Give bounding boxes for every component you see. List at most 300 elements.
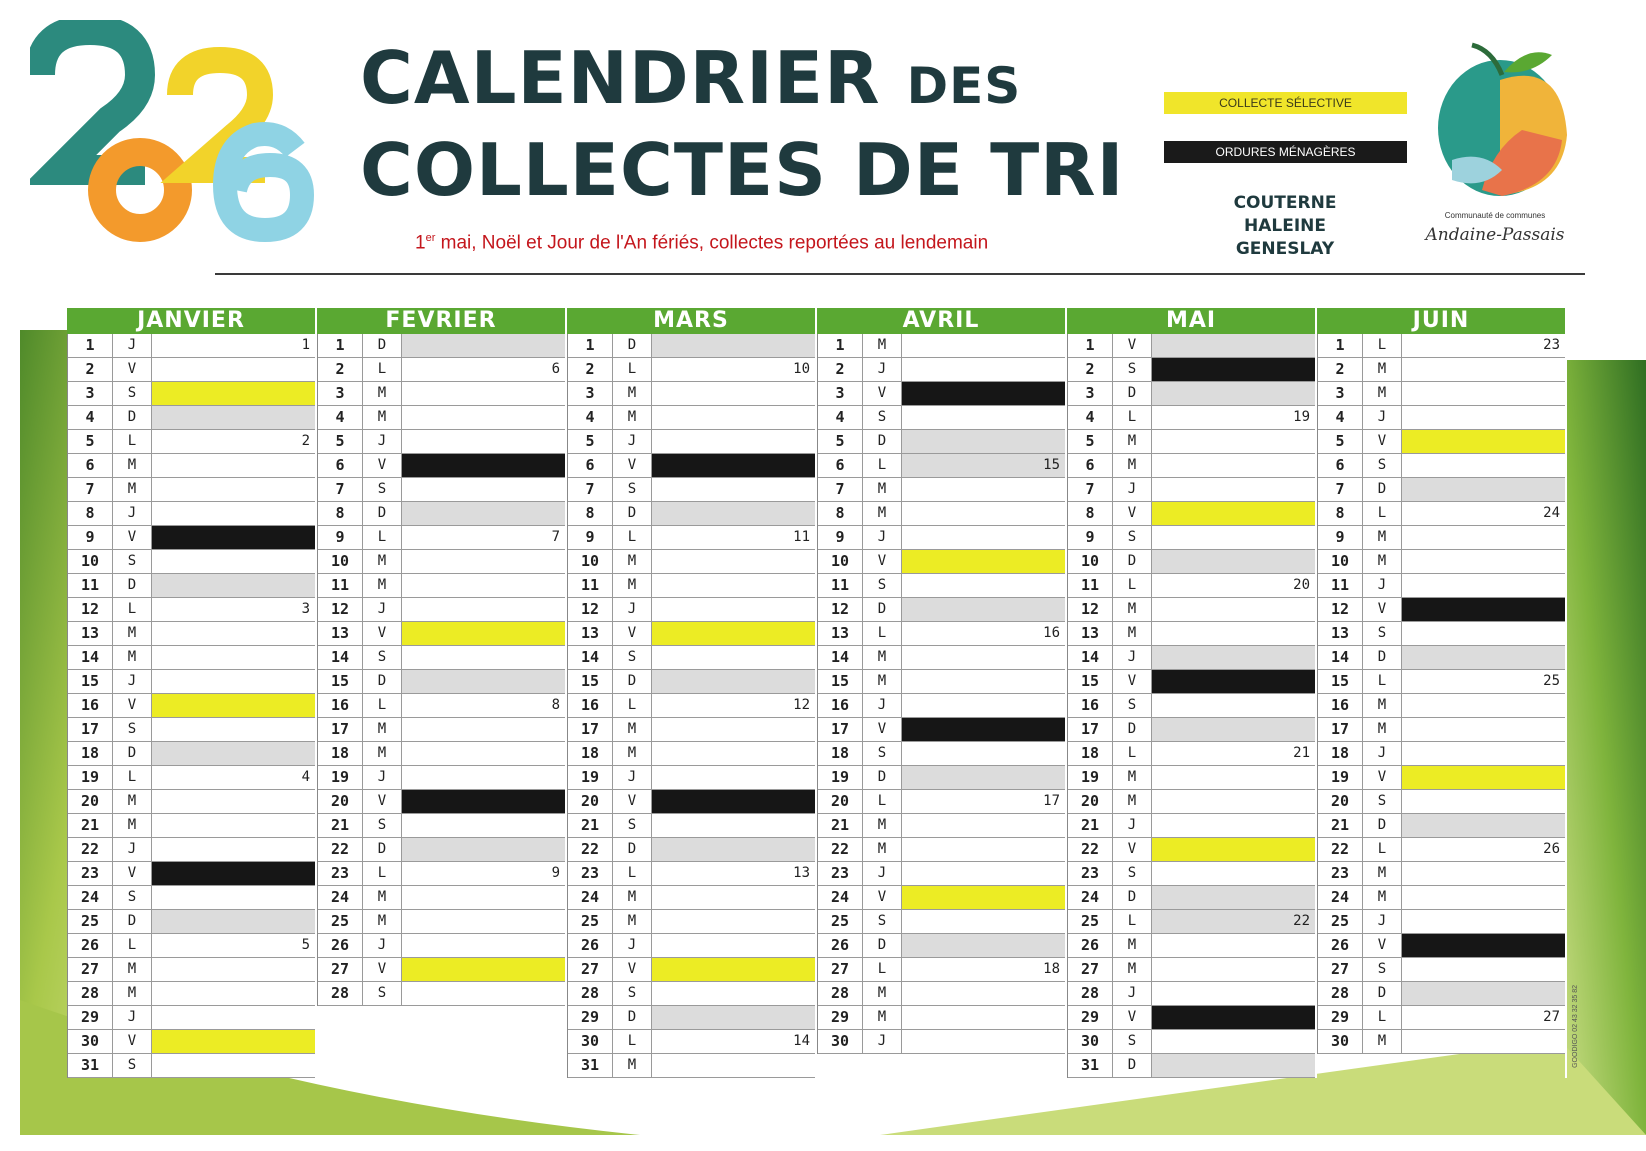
month-header: JANVIER [67, 308, 315, 334]
day-cell [152, 886, 315, 909]
selective-collection-cell [1402, 766, 1565, 789]
weekday-letter: M [1363, 358, 1402, 381]
day-cell [652, 430, 815, 453]
day-number: 22 [568, 838, 613, 861]
day-row [1068, 982, 1315, 1006]
weekday-letter: M [863, 982, 902, 1005]
day-row [818, 982, 1065, 1006]
day-cell [652, 1054, 815, 1077]
weekday-letter: V [613, 454, 652, 477]
week-number: 13 [793, 865, 810, 881]
weekday-letter: S [1363, 790, 1402, 813]
weekday-letter: M [613, 886, 652, 909]
weekday-letter: S [613, 478, 652, 501]
weekday-letter: M [613, 742, 652, 765]
day-cell [902, 574, 1065, 597]
day-row [1318, 862, 1565, 886]
title-word-calendrier: CALENDRIER [360, 36, 881, 120]
day-number: 20 [318, 790, 363, 813]
weekend-cell [402, 334, 565, 357]
day-row [318, 550, 565, 574]
day-cell [402, 766, 565, 789]
day-number: 5 [318, 430, 363, 453]
weekday-letter: S [1113, 1030, 1152, 1053]
day-number: 30 [1068, 1030, 1113, 1053]
day-row [68, 958, 315, 982]
day-row [1318, 694, 1565, 718]
day-row [318, 742, 565, 766]
weekday-letter: J [1113, 478, 1152, 501]
day-cell [152, 478, 315, 501]
week-number: 3 [301, 601, 310, 617]
day-number: 16 [568, 694, 613, 717]
weekday-letter: J [863, 358, 902, 381]
day-row [68, 550, 315, 574]
calendar-grid [67, 308, 1567, 1078]
day-row [318, 886, 565, 910]
week-number: 16 [1043, 625, 1060, 641]
day-number: 2 [568, 358, 613, 381]
day-row [68, 670, 315, 694]
day-number: 29 [1318, 1006, 1363, 1029]
day-number: 8 [568, 502, 613, 525]
day-cell [1402, 1006, 1565, 1029]
day-cell [152, 358, 315, 381]
day-number: 9 [568, 526, 613, 549]
day-row [1318, 334, 1565, 358]
weekday-letter: L [613, 526, 652, 549]
weekday-letter: J [113, 1006, 152, 1029]
day-number: 14 [1068, 646, 1113, 669]
day-row [68, 622, 315, 646]
selective-collection-cell [1152, 502, 1315, 525]
day-number: 22 [318, 838, 363, 861]
day-number: 3 [68, 382, 113, 405]
day-row [318, 766, 565, 790]
day-number: 12 [1318, 598, 1363, 621]
weekday-letter: L [1113, 574, 1152, 597]
day-number: 13 [568, 622, 613, 645]
day-row [68, 838, 315, 862]
day-cell [652, 694, 815, 717]
day-number: 3 [568, 382, 613, 405]
day-number: 24 [568, 886, 613, 909]
day-cell [1152, 934, 1315, 957]
weekday-letter: M [613, 382, 652, 405]
day-row [318, 982, 565, 1006]
day-number: 7 [318, 478, 363, 501]
week-number: 7 [551, 529, 560, 545]
day-row [568, 502, 815, 526]
day-row [1068, 934, 1315, 958]
day-number: 26 [568, 934, 613, 957]
day-row [1068, 382, 1315, 406]
weekday-letter: M [863, 670, 902, 693]
weekday-letter: V [863, 718, 902, 741]
day-row [1318, 598, 1565, 622]
weekday-letter: D [1113, 382, 1152, 405]
weekday-letter: L [613, 862, 652, 885]
day-row [818, 886, 1065, 910]
day-row [1068, 622, 1315, 646]
weekday-letter: S [863, 910, 902, 933]
day-cell [402, 406, 565, 429]
weekday-letter: M [613, 1054, 652, 1077]
day-number: 6 [318, 454, 363, 477]
month-column [67, 308, 317, 1078]
week-number: 27 [1543, 1009, 1560, 1025]
day-number: 19 [1318, 766, 1363, 789]
title-word-des: DES [906, 57, 1022, 115]
weekday-letter: S [363, 814, 402, 837]
day-row [568, 334, 815, 358]
day-cell [152, 790, 315, 813]
weekday-letter: S [113, 382, 152, 405]
day-row [1318, 886, 1565, 910]
weekday-letter: M [363, 382, 402, 405]
day-row [568, 1030, 815, 1054]
day-number: 22 [68, 838, 113, 861]
weekday-letter: S [613, 646, 652, 669]
month-header: MAI [1067, 308, 1315, 334]
day-cell [1402, 406, 1565, 429]
weekday-letter: L [1113, 742, 1152, 765]
day-row [568, 814, 815, 838]
day-number: 11 [318, 574, 363, 597]
day-cell [652, 982, 815, 1005]
weekday-letter: S [363, 982, 402, 1005]
day-number: 22 [1068, 838, 1113, 861]
day-cell [1152, 430, 1315, 453]
weekday-letter: S [1113, 358, 1152, 381]
day-number: 11 [818, 574, 863, 597]
day-cell [152, 958, 315, 981]
month-header: FEVRIER [317, 308, 565, 334]
day-number: 3 [1068, 382, 1113, 405]
weekend-cell [652, 502, 815, 525]
day-cell [652, 934, 815, 957]
day-cell [652, 550, 815, 573]
day-cell [1402, 574, 1565, 597]
day-cell [402, 382, 565, 405]
day-number: 18 [318, 742, 363, 765]
weekday-letter: V [1363, 598, 1402, 621]
weekday-letter: L [1363, 670, 1402, 693]
weekday-letter: S [863, 406, 902, 429]
day-number: 28 [68, 982, 113, 1005]
weekday-letter: D [1363, 814, 1402, 837]
weekday-letter: J [863, 1030, 902, 1053]
day-row [68, 1054, 315, 1078]
weekday-letter: L [363, 526, 402, 549]
day-row [1318, 574, 1565, 598]
day-number: 23 [1318, 862, 1363, 885]
day-cell [1152, 406, 1315, 429]
day-row [68, 478, 315, 502]
day-row [68, 454, 315, 478]
day-cell [402, 814, 565, 837]
weekday-letter: M [1113, 454, 1152, 477]
day-number: 15 [68, 670, 113, 693]
month-column [1067, 308, 1317, 1078]
weekday-letter: V [1363, 934, 1402, 957]
day-cell [1402, 838, 1565, 861]
weekday-letter: M [1113, 790, 1152, 813]
weekday-letter: M [113, 622, 152, 645]
day-number: 12 [568, 598, 613, 621]
day-number: 28 [568, 982, 613, 1005]
day-number: 27 [1318, 958, 1363, 981]
day-cell [652, 814, 815, 837]
weekday-letter: J [1363, 406, 1402, 429]
day-row [318, 502, 565, 526]
day-number: 28 [1068, 982, 1113, 1005]
day-row [318, 478, 565, 502]
day-number: 17 [1318, 718, 1363, 741]
weekday-letter: J [113, 334, 152, 357]
weekday-letter: M [1363, 886, 1402, 909]
day-number: 8 [1068, 502, 1113, 525]
day-cell [652, 478, 815, 501]
day-number: 16 [1068, 694, 1113, 717]
day-row [568, 1006, 815, 1030]
day-number: 26 [68, 934, 113, 957]
month-rows [1067, 334, 1315, 1078]
day-cell [152, 598, 315, 621]
weekday-letter: D [613, 334, 652, 357]
weekend-cell [902, 598, 1065, 621]
day-cell [902, 814, 1065, 837]
day-cell [402, 358, 565, 381]
day-row [1068, 1030, 1315, 1054]
weekday-letter: M [363, 718, 402, 741]
title-line-2: COLLECTES DE TRI [360, 128, 1125, 212]
day-row [1318, 622, 1565, 646]
weekday-letter: L [1363, 1006, 1402, 1029]
weekday-letter: D [863, 934, 902, 957]
day-row [568, 478, 815, 502]
day-number: 10 [318, 550, 363, 573]
day-row [818, 406, 1065, 430]
day-number: 24 [1318, 886, 1363, 909]
day-row [568, 574, 815, 598]
household-waste-cell [152, 526, 315, 549]
month-header: JUIN [1317, 308, 1565, 334]
day-row [818, 934, 1065, 958]
weekday-letter: D [1113, 1054, 1152, 1077]
day-row [68, 718, 315, 742]
day-row [68, 862, 315, 886]
week-number: 8 [551, 697, 560, 713]
weekday-letter: D [363, 670, 402, 693]
day-cell [152, 766, 315, 789]
weekend-cell [902, 430, 1065, 453]
weekday-letter: L [1363, 502, 1402, 525]
weekday-letter: M [363, 574, 402, 597]
day-row [1068, 574, 1315, 598]
day-number: 2 [818, 358, 863, 381]
weekday-letter: M [363, 550, 402, 573]
day-row [1068, 886, 1315, 910]
day-cell [902, 526, 1065, 549]
day-cell [152, 334, 315, 357]
weekday-letter: M [863, 502, 902, 525]
day-number: 10 [1068, 550, 1113, 573]
day-cell [902, 670, 1065, 693]
weekday-letter: S [1363, 622, 1402, 645]
day-number: 19 [1068, 766, 1113, 789]
day-cell [152, 622, 315, 645]
day-number: 24 [1068, 886, 1113, 909]
day-cell [1402, 454, 1565, 477]
day-row [818, 454, 1065, 478]
day-number: 20 [818, 790, 863, 813]
day-cell [152, 670, 315, 693]
weekday-letter: D [363, 502, 402, 525]
weekend-cell [1152, 886, 1315, 909]
day-cell [902, 502, 1065, 525]
day-cell [652, 526, 815, 549]
day-row [818, 502, 1065, 526]
weekday-letter: L [113, 598, 152, 621]
weekday-letter: J [863, 526, 902, 549]
day-row [1318, 502, 1565, 526]
day-number: 11 [568, 574, 613, 597]
household-waste-cell [902, 718, 1065, 741]
day-row [68, 934, 315, 958]
day-cell [402, 598, 565, 621]
day-row [568, 718, 815, 742]
day-number: 21 [318, 814, 363, 837]
day-cell [902, 790, 1065, 813]
day-cell [1152, 526, 1315, 549]
commune-name: HALEINE [1244, 216, 1326, 236]
day-number: 15 [1318, 670, 1363, 693]
day-row [1068, 1054, 1315, 1078]
weekday-letter: L [363, 358, 402, 381]
weekday-letter: M [1363, 694, 1402, 717]
weekday-letter: M [863, 478, 902, 501]
weekday-letter: L [113, 430, 152, 453]
day-number: 20 [568, 790, 613, 813]
household-waste-cell [1152, 670, 1315, 693]
day-row [1318, 526, 1565, 550]
weekend-cell [652, 670, 815, 693]
day-number: 17 [318, 718, 363, 741]
weekday-letter: D [613, 670, 652, 693]
day-number: 1 [68, 334, 113, 357]
day-row [568, 742, 815, 766]
weekday-letter: V [1363, 430, 1402, 453]
day-row [818, 814, 1065, 838]
day-row [68, 574, 315, 598]
day-row [568, 622, 815, 646]
day-number: 14 [568, 646, 613, 669]
day-row [1318, 934, 1565, 958]
weekday-letter: M [363, 910, 402, 933]
selective-collection-cell [902, 550, 1065, 573]
weekday-letter: V [113, 862, 152, 885]
day-cell [402, 694, 565, 717]
weekday-letter: J [1363, 910, 1402, 933]
day-cell [652, 358, 815, 381]
day-row [1068, 358, 1315, 382]
day-row [68, 502, 315, 526]
selective-collection-cell [652, 958, 815, 981]
household-waste-cell [902, 382, 1065, 405]
day-row [568, 862, 815, 886]
weekday-letter: D [113, 574, 152, 597]
day-number: 27 [818, 958, 863, 981]
day-cell [402, 526, 565, 549]
household-waste-cell [402, 454, 565, 477]
day-number: 25 [568, 910, 613, 933]
day-row [1068, 670, 1315, 694]
weekday-letter: M [113, 646, 152, 669]
weekend-cell [1402, 646, 1565, 669]
week-number: 5 [301, 937, 310, 953]
month-rows [67, 334, 315, 1078]
day-number: 24 [818, 886, 863, 909]
weekday-letter: S [113, 718, 152, 741]
month-column [317, 308, 567, 1078]
day-row [1318, 646, 1565, 670]
day-number: 27 [1068, 958, 1113, 981]
day-cell [652, 382, 815, 405]
day-number: 19 [568, 766, 613, 789]
day-row [568, 526, 815, 550]
day-row [818, 478, 1065, 502]
day-row [568, 406, 815, 430]
day-cell [1152, 982, 1315, 1005]
month-rows [1317, 334, 1565, 1054]
day-cell [902, 910, 1065, 933]
day-number: 21 [68, 814, 113, 837]
day-cell [1152, 742, 1315, 765]
day-cell [902, 1030, 1065, 1053]
day-cell [1152, 598, 1315, 621]
weekday-letter: V [1363, 766, 1402, 789]
weekend-cell [152, 574, 315, 597]
day-number: 23 [818, 862, 863, 885]
day-row [1318, 742, 1565, 766]
day-cell [1402, 886, 1565, 909]
day-number: 10 [568, 550, 613, 573]
legend-selective-collection: COLLECTE SÉLECTIVE [1164, 92, 1407, 114]
weekday-letter: M [613, 550, 652, 573]
household-waste-cell [1402, 934, 1565, 957]
day-cell [652, 886, 815, 909]
day-row [568, 910, 815, 934]
day-row [818, 718, 1065, 742]
day-number: 1 [1068, 334, 1113, 357]
weekday-letter: S [1113, 694, 1152, 717]
selective-collection-cell [152, 1030, 315, 1053]
day-cell [1402, 1030, 1565, 1053]
day-row [1068, 910, 1315, 934]
weekday-letter: V [113, 1030, 152, 1053]
day-row [68, 814, 315, 838]
day-number: 8 [68, 502, 113, 525]
day-row [318, 646, 565, 670]
day-number: 17 [1068, 718, 1113, 741]
weekday-letter: J [363, 430, 402, 453]
day-number: 5 [68, 430, 113, 453]
day-row [568, 598, 815, 622]
weekend-cell [152, 742, 315, 765]
header-divider [215, 273, 1585, 275]
day-number: 15 [818, 670, 863, 693]
